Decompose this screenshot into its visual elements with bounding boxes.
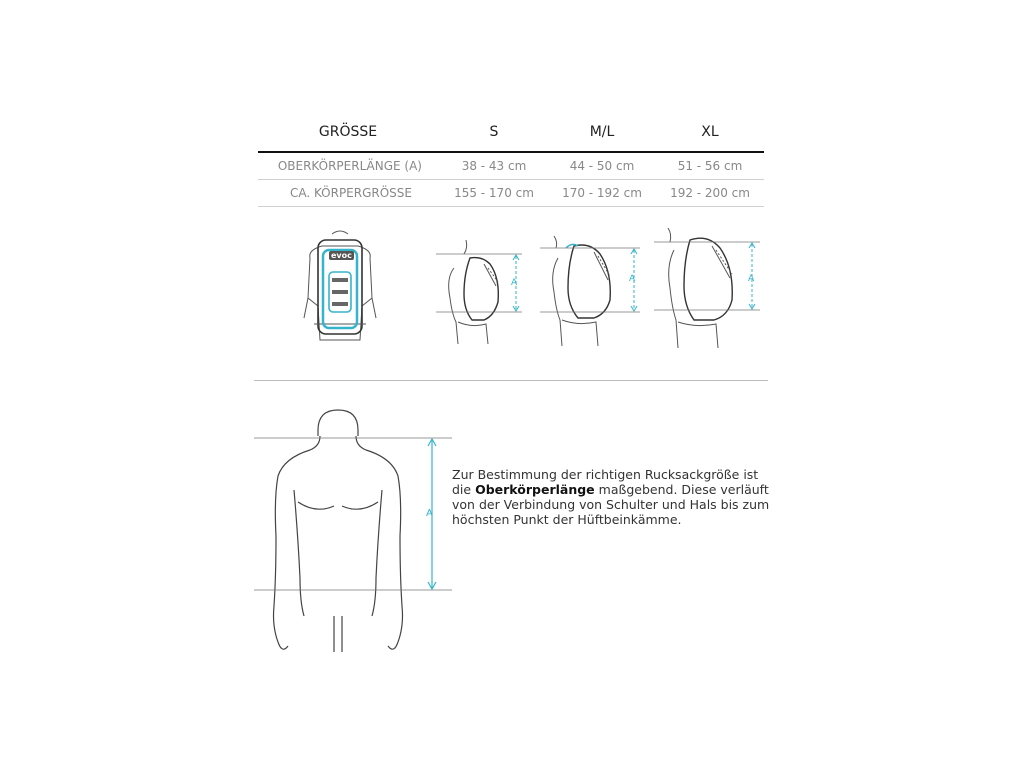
- table-bottom-divider: [258, 206, 764, 207]
- torso-length-xl: 51 - 56 cm: [677, 159, 743, 173]
- fit-description: [452, 467, 772, 527]
- description-bold-term: Oberkörperlänge: [475, 482, 595, 497]
- backpack-back-view: [300, 228, 380, 352]
- description-rest: maßgebend. Diese verläuft von der Verbindung von Schulter und Hals bis zum höchsten Punkt der Hüftbeinkämme.: [452, 482, 770, 527]
- side-view-ml: [540, 228, 644, 348]
- header-size: GRÖSSE: [318, 124, 378, 140]
- header-divider: [258, 151, 764, 153]
- body-outline-figure: [254, 406, 454, 656]
- measure-label-body: A: [426, 508, 433, 519]
- side-view-xl: [654, 222, 764, 350]
- measure-label-ml: A: [629, 274, 636, 284]
- backpack-logo: evoc: [331, 251, 352, 260]
- measure-label-xl: A: [748, 274, 755, 284]
- side-view-s: [436, 238, 526, 346]
- header-xl: XL: [701, 124, 719, 140]
- row-body-height-label: CA. KÖRPERGRÖSSE: [289, 186, 412, 200]
- header-ml: M/L: [589, 124, 615, 140]
- description-intro: Zur Bestimmung der richtigen Rucksackgröße ist die: [452, 467, 759, 497]
- header-s: S: [489, 124, 499, 140]
- torso-length-ml: 44 - 50 cm: [569, 159, 635, 173]
- body-height-s: 155 - 170 cm: [454, 186, 534, 200]
- torso-length-s: 38 - 43 cm: [461, 159, 527, 173]
- measure-label-s: A: [511, 278, 518, 288]
- body-height-xl: 192 - 200 cm: [670, 186, 750, 200]
- row-divider: [258, 179, 764, 180]
- section-divider: [254, 380, 768, 381]
- body-height-ml: 170 - 192 cm: [562, 186, 642, 200]
- row-torso-length-label: OBERKÖRPERLÄNGE (A): [277, 159, 422, 173]
